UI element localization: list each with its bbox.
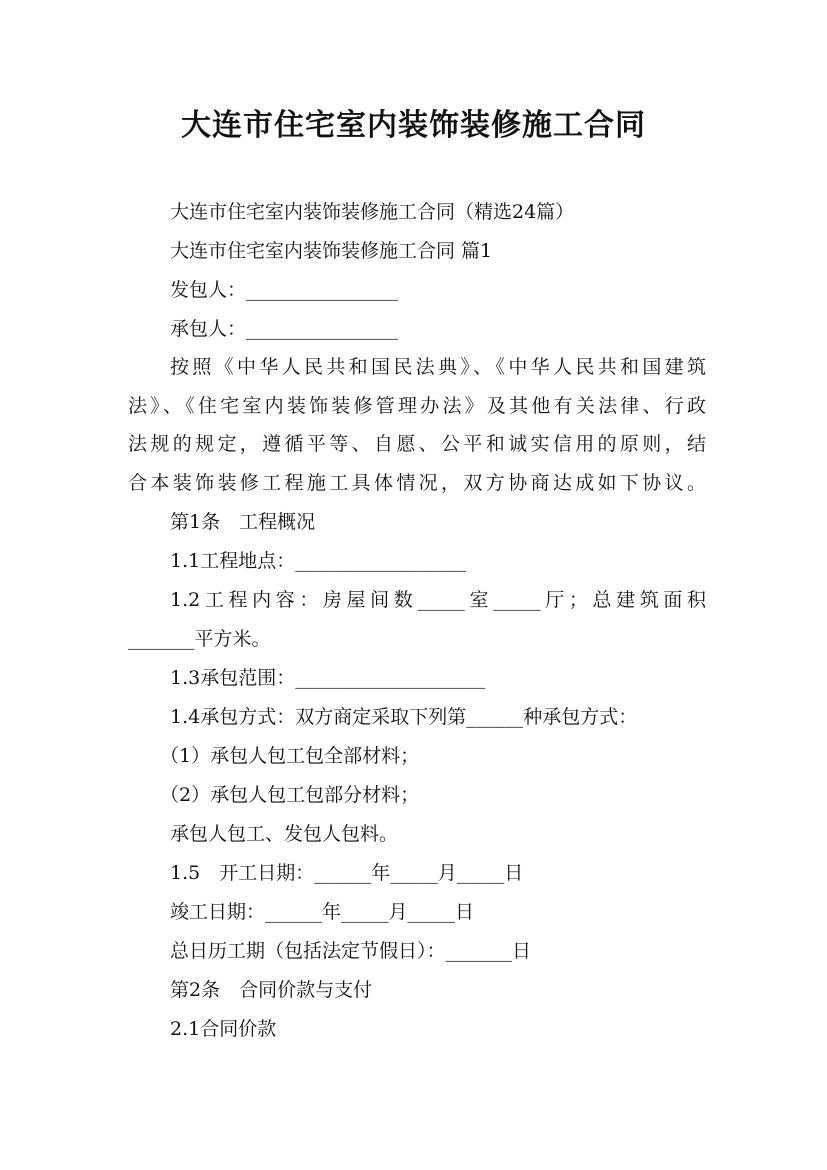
paragraph-line: 合本装饰装修工程施工具体情况，双方协商达成如下协议。 <box>128 472 706 494</box>
paragraph-line: 按照《中华人民共和国民法典》、《中华人民共和国建筑 <box>170 356 706 378</box>
option-line: （1）承包人包工包全部材料； <box>160 745 420 767</box>
subtitle-line: 大连市住宅室内装饰装修施工合同（精选24篇） <box>170 201 575 223</box>
clause-line: _______平方米。 <box>128 628 271 650</box>
clause-line: 1.4承包方式：双方商定采取下列第______种承包方式： <box>170 706 638 728</box>
clause-line: 1.2工程内容：房屋间数_____室_____厅；总建筑面积 <box>170 589 706 611</box>
section-heading-line: 大连市住宅室内装饰装修施工合同 篇1 <box>170 240 493 262</box>
start-date-line: 1.5 开工日期：______年_____月_____日 <box>170 862 524 884</box>
document-title: 大连市住宅室内装饰装修施工合同 <box>181 108 646 143</box>
article-heading-line: 第1条 工程概况 <box>170 511 316 533</box>
option-line: 承包人包工、发包人包料。 <box>170 823 399 845</box>
duration-line: 总日历工期（包括法定节假日）：_______日 <box>170 940 532 962</box>
paragraph-line: 法规的规定，遵循平等、自愿、公平和诚实信用的原则，结 <box>128 433 706 455</box>
clause-line: 1.3承包范围：____________________ <box>170 667 486 689</box>
option-line: （2）承包人包工包部分材料； <box>160 784 420 806</box>
clause-line: 1.1工程地点：__________________ <box>170 550 467 572</box>
paragraph-line: 法》、《住宅室内装饰装修管理办法》及其他有关法律、行政 <box>128 395 706 417</box>
article-heading-line: 第2条 合同价款与支付 <box>170 979 373 1001</box>
contractor-line: 承包人：________________ <box>170 318 399 340</box>
clause-line: 2.1合同价款 <box>170 1018 277 1040</box>
completion-date-line: 竣工日期：______年_____月_____日 <box>170 901 475 923</box>
employer-line: 发包人：________________ <box>170 279 399 301</box>
